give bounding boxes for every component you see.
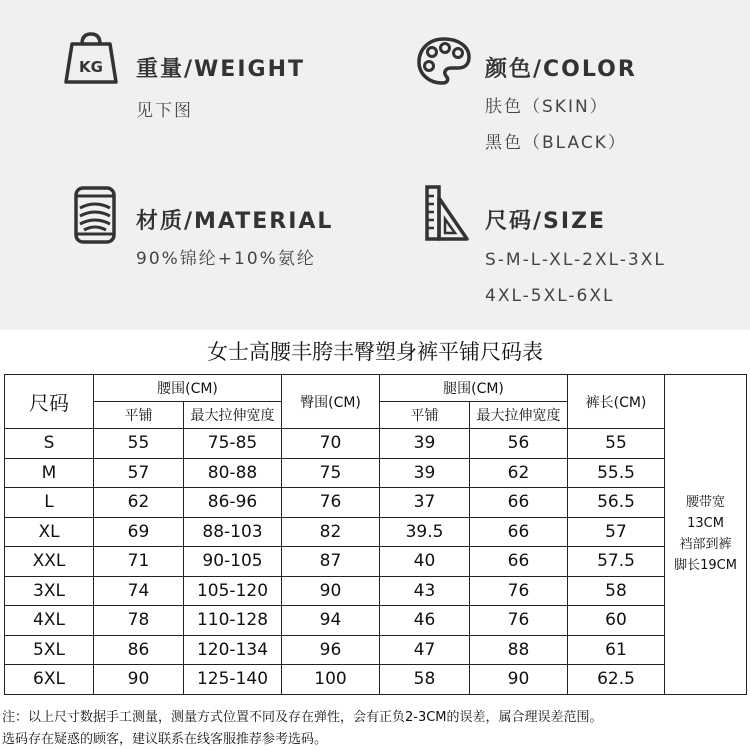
note-line: 腰带宽 [685,495,725,511]
thigh-stretch-cell: 76 [470,606,568,636]
size-value-line1: S-M-L-XL-2XL-3XL [485,250,666,270]
waist-flat-cell: 62 [94,488,184,518]
table-row [5,606,747,636]
thigh-stretch-cell: 56 [470,429,568,459]
length-column-header: 裤长(CM) [568,375,665,429]
thigh-flat-cell: 58 [380,665,470,695]
hip-cell: 76 [282,488,380,518]
measurement-note [665,375,747,695]
fabric-roll-icon [74,186,116,244]
material-value: 90%锦纶+10%氨纶 [136,249,316,269]
waist-flat-cell: 57 [94,458,184,488]
size-cell: XL [5,517,94,547]
length-cell: 58 [568,576,665,606]
weight-icon-text: KG [79,58,103,76]
waist-flat-cell: 55 [94,429,184,459]
table-row [5,576,747,606]
length-cell: 57 [568,517,665,547]
waist-flat-cell: 78 [94,606,184,636]
waist-flat-cell: 71 [94,547,184,577]
hip-cell: 82 [282,517,380,547]
thigh-flat-cell: 46 [380,606,470,636]
hip-column-header: 臀围(CM) [282,375,380,429]
size-cell: 5XL [5,635,94,665]
size-value-line2: 4XL-5XL-6XL [485,286,615,306]
hip-cell: 96 [282,635,380,665]
length-cell: 56.5 [568,488,665,518]
size-chart-table [4,374,747,695]
hip-cell: 70 [282,429,380,459]
palette-icon [416,36,472,86]
thigh-flat-cell: 43 [380,576,470,606]
thigh-stretch-cell: 90 [470,665,568,695]
waist-column-header: 腰围(CM) [94,375,282,402]
size-cell: 4XL [5,606,94,636]
hip-cell: 75 [282,458,380,488]
waist-flat-cell: 90 [94,665,184,695]
size-cell: XXL [5,547,94,577]
color-value-skin: 肤色（SKIN） [485,97,609,117]
size-cell: M [5,458,94,488]
thigh-flat-cell: 39 [380,458,470,488]
table-row [5,635,747,665]
length-cell: 57.5 [568,547,665,577]
length-cell: 61 [568,635,665,665]
thigh-stretch-cell: 76 [470,576,568,606]
thigh-flat-cell: 47 [380,635,470,665]
waist-stretch-cell: 90-105 [184,547,282,577]
waist-flat-cell: 69 [94,517,184,547]
ruler-icon [424,184,470,242]
size-cell: 6XL [5,665,94,695]
waist-stretch-cell: 125-140 [184,665,282,695]
table-row [5,517,747,547]
hip-cell: 100 [282,665,380,695]
table-row [5,665,747,695]
hip-cell: 94 [282,606,380,636]
size-cell: 3XL [5,576,94,606]
thigh-column-header: 腿围(CM) [380,375,568,402]
waist-stretch-cell: 120-134 [184,635,282,665]
table-row [5,458,747,488]
color-value-black: 黑色（BLACK） [485,133,627,153]
thigh-stretch-cell: 88 [470,635,568,665]
thigh-flat-subheader: 平铺 [380,402,470,429]
size-column-header: 尺码 [5,375,94,429]
thigh-stretch-cell: 62 [470,458,568,488]
thigh-stretch-cell: 66 [470,547,568,577]
waist-stretch-cell: 86-96 [184,488,282,518]
note-line: 13CM [687,516,724,532]
size-label: 尺码/SIZE [485,209,607,234]
hip-cell: 90 [282,576,380,606]
size-cell: S [5,429,94,459]
color-label: 颜色/COLOR [485,57,637,82]
waist-stretch-subheader: 最大拉伸宽度 [184,402,282,429]
weight-icon [64,30,118,86]
note-line: 裆部到裤 [679,537,732,553]
thigh-stretch-cell: 66 [470,517,568,547]
waist-stretch-cell: 88-103 [184,517,282,547]
length-cell: 62.5 [568,665,665,695]
hip-cell: 87 [282,547,380,577]
length-cell: 55 [568,429,665,459]
waist-flat-cell: 86 [94,635,184,665]
table-row [5,429,747,459]
note-line: 脚长19CM [674,558,737,574]
thigh-flat-cell: 39 [380,429,470,459]
thigh-stretch-subheader: 最大拉伸宽度 [470,402,568,429]
waist-stretch-cell: 80-88 [184,458,282,488]
waist-stretch-cell: 75-85 [184,429,282,459]
footnote-line-1: 注：以上尺寸数据手工测量，测量方式位置不同及存在弹性，会有正负2-3CM的误差，属合理误差范围。 [2,710,603,725]
thigh-stretch-cell: 66 [470,488,568,518]
footnote-line-2: 选码存在疑惑的顾客，建议联系在线客服推荐参考选码。 [2,732,328,747]
waist-flat-cell: 74 [94,576,184,606]
thigh-flat-cell: 39.5 [380,517,470,547]
size-chart-title: 女士高腰丰胯丰臀塑身裤平铺尺码表 [207,340,543,364]
weight-value: 见下图 [136,101,193,121]
waist-stretch-cell: 105-120 [184,576,282,606]
waist-stretch-cell: 110-128 [184,606,282,636]
size-cell: L [5,488,94,518]
material-label: 材质/MATERIAL [136,209,334,234]
product-info-panel [0,0,750,330]
table-row [5,547,747,577]
weight-label: 重量/WEIGHT [136,57,305,82]
thigh-flat-cell: 40 [380,547,470,577]
length-cell: 55.5 [568,458,665,488]
waist-flat-subheader: 平铺 [94,402,184,429]
length-cell: 60 [568,606,665,636]
table-row [5,488,747,518]
thigh-flat-cell: 37 [380,488,470,518]
